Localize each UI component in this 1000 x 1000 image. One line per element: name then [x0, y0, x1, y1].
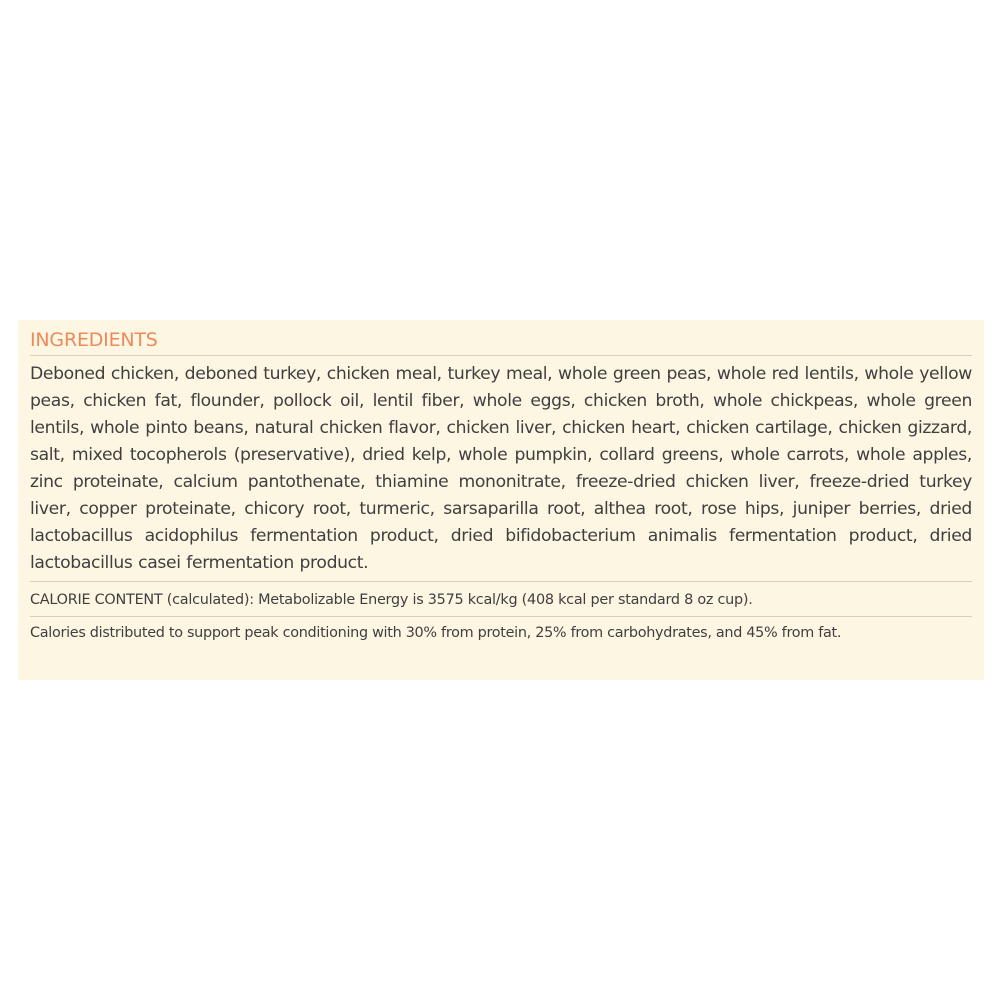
- ingredients-list: Deboned chicken, deboned turkey, chicken meal, turkey meal, whole green peas, whole red lentils, whole yellow peas, chicken fat, flounder, pollock oil, lentil fiber, whole eggs, chicken broth, whole chickpeas, whole green lentils, whole pinto beans, natural chicken flavor, chicken liver, chicken heart, chicken cartilage, chicken gizzard, salt, mixed tocopherols (preservative), dried kelp, whole pumpkin, collard greens, whole carrots, whole apples, zinc proteinate, calcium pantothenate, thiamine mononitrate, freeze-dried chicken liver, freeze-dried turkey liver, copper proteinate, chicory root, turmeric, sarsaparilla root, althea root, rose hips, juniper berries, dried lactobacillus acidophilus fermentation product, dried bifidobacterium animalis fermentation product, dried lactobacillus casei fermentation product.: [30, 364, 972, 573]
- ingredients-panel: [18, 320, 984, 680]
- calorie-content: CALORIE CONTENT (calculated): Metabolizable Energy is 3575 kcal/kg (408 kcal per standard 8 oz cup).: [30, 592, 753, 608]
- ingredients-heading: INGREDIENTS: [30, 329, 158, 351]
- calorie-distribution: Calories distributed to support peak conditioning with 30% from protein, 25% from carbohydrates, and 45% from fat.: [30, 625, 842, 641]
- ingredients-divider: [30, 581, 972, 582]
- calorie-divider: [30, 616, 972, 617]
- heading-divider: [30, 355, 972, 356]
